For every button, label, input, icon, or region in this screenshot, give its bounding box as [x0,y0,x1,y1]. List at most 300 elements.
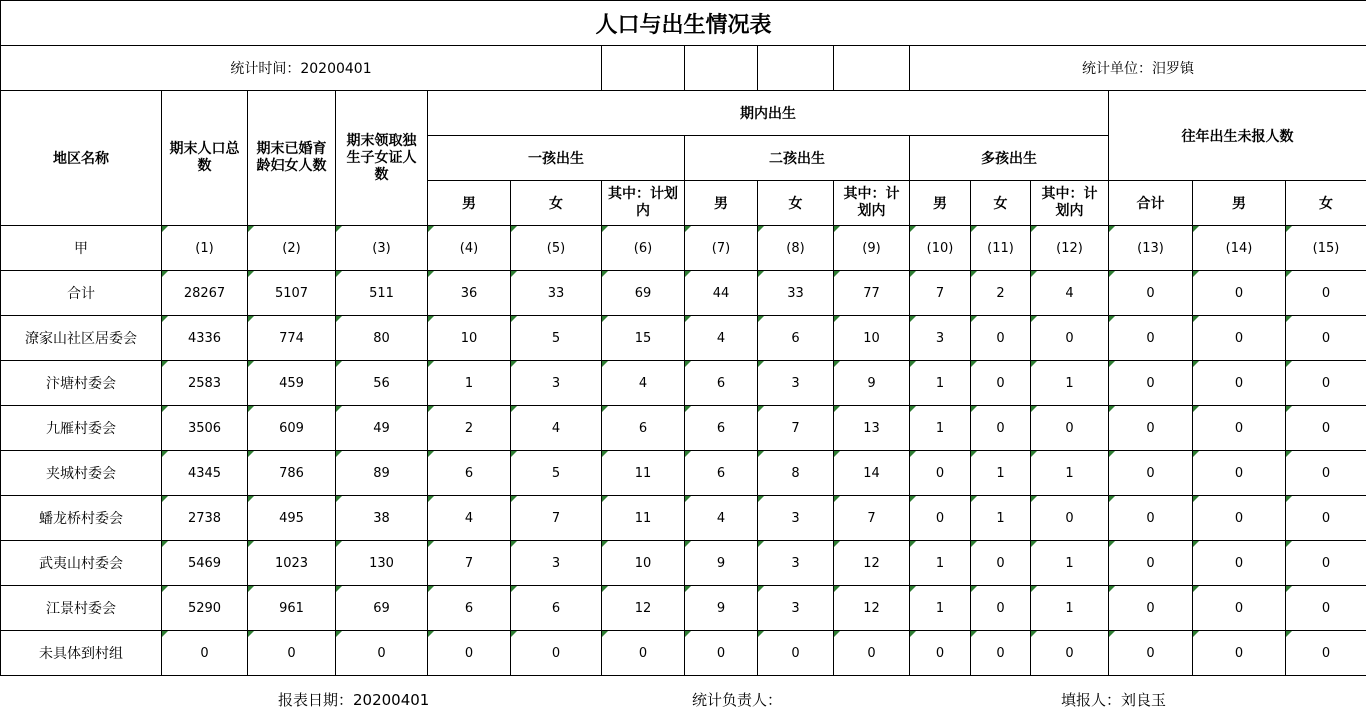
value-cell[interactable]: 0 [1109,451,1193,496]
value-cell[interactable]: 77 [834,271,910,316]
cell-comment-marker [971,361,977,367]
value-cell[interactable]: 3 [758,361,834,406]
value-cell[interactable]: 7 [834,496,910,541]
cell-comment-marker [834,541,840,547]
value-cell[interactable]: 0 [834,631,910,676]
cell-comment-marker [162,586,168,592]
value-cell[interactable]: 3 [910,316,971,361]
cell-comment-marker [602,271,608,277]
index-cell: (8) [758,226,834,271]
value-cell[interactable]: 69 [336,586,428,631]
value-cell[interactable]: 0 [758,631,834,676]
index-cell: (7) [685,226,758,271]
value-cell[interactable]: 961 [248,586,336,631]
value-cell[interactable]: 7 [910,271,971,316]
value-cell[interactable]: 15 [602,316,685,361]
value-cell[interactable]: 0 [1286,406,1366,451]
cell-comment-marker [834,226,840,232]
cell-comment-marker [971,271,977,277]
cell-comment-marker [1109,271,1115,277]
value-cell[interactable]: 1 [1031,586,1109,631]
region-name-cell[interactable]: 九雁村委会 [1,406,162,451]
index-cell: (6) [602,226,685,271]
value-cell[interactable]: 80 [336,316,428,361]
value-cell[interactable]: 609 [248,406,336,451]
value-cell[interactable]: 130 [336,541,428,586]
value-cell[interactable]: 5290 [162,586,248,631]
value-cell[interactable]: 1 [971,451,1031,496]
header-total: 合计 [1109,181,1193,226]
index-cell: (15) [1286,226,1366,271]
value-cell[interactable]: 0 [1286,316,1366,361]
index-row [1,226,1366,271]
cell-comment-marker [1031,586,1037,592]
cell-comment-marker [1286,496,1292,502]
value-cell[interactable]: 6 [428,451,511,496]
cell-comment-marker [602,361,608,367]
region-name-cell[interactable]: 汴塘村委会 [1,361,162,406]
cell-comment-marker [1109,586,1115,592]
header-period-births: 期内出生 [428,91,1109,136]
value-cell[interactable]: 9 [685,541,758,586]
cell-comment-marker [428,271,434,277]
value-cell[interactable]: 6 [758,316,834,361]
value-cell[interactable]: 13 [834,406,910,451]
cell-comment-marker [834,316,840,322]
region-name-cell[interactable]: 蟠龙桥村委会 [1,496,162,541]
value-cell[interactable]: 0 [1109,406,1193,451]
header-female: 女 [1286,181,1366,226]
blank-cell [834,46,910,91]
cell-comment-marker [336,586,342,592]
cell-comment-marker [248,226,254,232]
value-cell[interactable]: 0 [1193,406,1286,451]
value-cell[interactable]: 0 [248,631,336,676]
value-cell[interactable]: 6 [685,451,758,496]
value-cell[interactable]: 0 [1109,541,1193,586]
cell-comment-marker [1109,361,1115,367]
cell-comment-marker [336,541,342,547]
value-cell[interactable]: 0 [971,586,1031,631]
cell-comment-marker [336,496,342,502]
cell-comment-marker [758,226,764,232]
cell-comment-marker [758,271,764,277]
value-cell[interactable]: 7 [428,541,511,586]
cell-comment-marker [248,541,254,547]
cell-comment-marker [511,226,517,232]
cell-comment-marker [685,541,691,547]
value-cell[interactable]: 0 [1286,586,1366,631]
header-first-child: 一孩出生 [428,136,685,181]
cell-comment-marker [971,226,977,232]
header-male: 男 [685,181,758,226]
cell-comment-marker [1109,451,1115,457]
value-cell[interactable]: 10 [602,541,685,586]
cell-comment-marker [1109,316,1115,322]
value-cell[interactable]: 0 [1286,361,1366,406]
cell-comment-marker [1193,496,1199,502]
value-cell[interactable]: 6 [428,586,511,631]
value-cell[interactable]: 4 [602,361,685,406]
cell-comment-marker [428,316,434,322]
blank-cell [685,46,758,91]
region-name-cell[interactable]: 未具体到村组 [1,631,162,676]
value-cell[interactable]: 6 [511,586,602,631]
cell-comment-marker [602,631,608,637]
cell-comment-marker [685,586,691,592]
value-cell[interactable]: 1 [1031,451,1109,496]
value-cell[interactable]: 1 [910,406,971,451]
cell-comment-marker [1193,541,1199,547]
index-cell: (11) [971,226,1031,271]
value-cell[interactable]: 33 [758,271,834,316]
value-cell[interactable]: 0 [1193,316,1286,361]
table-row [1,631,1366,676]
footer-responsible: 统计负责人： [692,691,783,709]
cell-comment-marker [1031,226,1037,232]
cell-comment-marker [336,451,342,457]
value-cell[interactable]: 774 [248,316,336,361]
cell-comment-marker [971,496,977,502]
cell-comment-marker [834,586,840,592]
value-cell[interactable]: 36 [428,271,511,316]
cell-comment-marker [1286,451,1292,457]
cell-comment-marker [511,316,517,322]
value-cell[interactable]: 786 [248,451,336,496]
region-name-cell[interactable]: 夹城村委会 [1,451,162,496]
cell-comment-marker [685,226,691,232]
footer-report-date: 报表日期：20200401 [278,691,430,709]
value-cell[interactable]: 0 [1193,586,1286,631]
value-cell[interactable]: 10 [834,316,910,361]
value-cell[interactable]: 0 [1109,496,1193,541]
header-planned: 其中：计划内 [602,181,685,226]
value-cell[interactable]: 0 [1286,496,1366,541]
value-cell[interactable]: 0 [1109,271,1193,316]
cell-comment-marker [1193,451,1199,457]
value-cell[interactable]: 4 [428,496,511,541]
value-cell[interactable]: 0 [1031,496,1109,541]
value-cell[interactable]: 0 [1193,271,1286,316]
value-cell[interactable]: 38 [336,496,428,541]
cell-comment-marker [1286,631,1292,637]
cell-comment-marker [511,541,517,547]
cell-comment-marker [248,361,254,367]
value-cell[interactable]: 4 [685,496,758,541]
value-cell[interactable]: 3 [758,541,834,586]
cell-comment-marker [1193,226,1199,232]
value-cell[interactable]: 1 [910,361,971,406]
value-cell[interactable]: 3 [758,586,834,631]
table-row [1,406,1366,451]
cell-comment-marker [428,226,434,232]
cell-comment-marker [685,406,691,412]
blank-cell [758,46,834,91]
index-cell: 甲 [1,226,162,271]
cell-comment-marker [910,271,916,277]
value-cell[interactable]: 4 [685,316,758,361]
cell-comment-marker [1193,631,1199,637]
cell-comment-marker [1286,271,1292,277]
value-cell[interactable]: 0 [1286,271,1366,316]
value-cell[interactable]: 5469 [162,541,248,586]
header-male: 男 [1193,181,1286,226]
cell-comment-marker [511,361,517,367]
value-cell[interactable]: 3 [511,361,602,406]
value-cell[interactable]: 1 [910,541,971,586]
value-cell[interactable]: 4336 [162,316,248,361]
value-cell[interactable]: 1 [1031,361,1109,406]
value-cell[interactable]: 2583 [162,361,248,406]
table-title: 人口与出生情况表 [1,1,1366,46]
value-cell[interactable]: 0 [1286,541,1366,586]
cell-comment-marker [1286,586,1292,592]
cell-comment-marker [248,316,254,322]
value-cell[interactable]: 3506 [162,406,248,451]
cell-comment-marker [910,451,916,457]
cell-comment-marker [1109,406,1115,412]
index-cell: (3) [336,226,428,271]
header-planned: 其中：计划内 [834,181,910,226]
value-cell[interactable]: 4 [1031,271,1109,316]
cell-comment-marker [758,316,764,322]
cell-comment-marker [685,631,691,637]
cell-comment-marker [248,451,254,457]
value-cell[interactable]: 2 [971,271,1031,316]
cell-comment-marker [162,361,168,367]
cell-comment-marker [602,541,608,547]
cell-comment-marker [1031,541,1037,547]
cell-comment-marker [162,631,168,637]
cell-comment-marker [602,451,608,457]
value-cell[interactable]: 459 [248,361,336,406]
value-cell[interactable]: 0 [1193,361,1286,406]
table-row [1,586,1366,631]
cell-comment-marker [834,496,840,502]
table-row [1,496,1366,541]
cell-comment-marker [834,361,840,367]
value-cell[interactable]: 0 [1193,451,1286,496]
value-cell[interactable]: 0 [1193,541,1286,586]
value-cell[interactable]: 0 [971,316,1031,361]
value-cell[interactable]: 89 [336,451,428,496]
value-cell[interactable]: 0 [1109,316,1193,361]
value-cell[interactable]: 0 [1286,451,1366,496]
value-cell[interactable]: 0 [511,631,602,676]
value-cell[interactable]: 0 [971,631,1031,676]
header-population-total: 期末人口总数 [162,91,248,226]
cell-comment-marker [428,586,434,592]
value-cell[interactable]: 0 [428,631,511,676]
value-cell[interactable]: 0 [971,361,1031,406]
index-cell: (10) [910,226,971,271]
table-row [1,316,1366,361]
cell-comment-marker [685,361,691,367]
value-cell[interactable]: 33 [511,271,602,316]
value-cell[interactable]: 3 [511,541,602,586]
value-cell[interactable]: 12 [602,586,685,631]
value-cell[interactable]: 5 [511,451,602,496]
value-cell[interactable]: 0 [910,631,971,676]
cell-comment-marker [336,316,342,322]
value-cell[interactable]: 6 [685,361,758,406]
cell-comment-marker [336,631,342,637]
value-cell[interactable]: 495 [248,496,336,541]
value-cell[interactable]: 0 [1109,586,1193,631]
cell-comment-marker [336,361,342,367]
cell-comment-marker [834,271,840,277]
value-cell[interactable]: 0 [910,496,971,541]
value-cell[interactable]: 7 [758,406,834,451]
cell-comment-marker [834,631,840,637]
value-cell[interactable]: 5107 [248,271,336,316]
value-cell[interactable]: 0 [1193,496,1286,541]
value-cell[interactable]: 11 [602,496,685,541]
header-male: 男 [910,181,971,226]
value-cell[interactable]: 2738 [162,496,248,541]
value-cell[interactable]: 14 [834,451,910,496]
footer-filler: 填报人：刘良玉 [1061,691,1167,709]
value-cell[interactable]: 56 [336,361,428,406]
value-cell[interactable]: 0 [602,631,685,676]
header-unreported: 往年出生未报人数 [1109,91,1366,181]
cell-comment-marker [910,586,916,592]
region-name-cell[interactable]: 武夷山村委会 [1,541,162,586]
blank-cell [602,46,685,91]
value-cell[interactable]: 28267 [162,271,248,316]
cell-comment-marker [971,631,977,637]
value-cell[interactable]: 12 [834,586,910,631]
value-cell[interactable]: 0 [162,631,248,676]
value-cell[interactable]: 9 [685,586,758,631]
value-cell[interactable]: 0 [971,406,1031,451]
value-cell[interactable]: 69 [602,271,685,316]
cell-comment-marker [758,586,764,592]
index-cell: (1) [162,226,248,271]
header-second-child: 二孩出生 [685,136,910,181]
value-cell[interactable]: 6 [685,406,758,451]
value-cell[interactable]: 0 [1031,631,1109,676]
cell-comment-marker [162,496,168,502]
cell-comment-marker [1286,361,1292,367]
cell-comment-marker [1286,226,1292,232]
value-cell[interactable]: 3 [758,496,834,541]
value-cell[interactable]: 1 [428,361,511,406]
value-cell[interactable]: 9 [834,361,910,406]
cell-comment-marker [1193,406,1199,412]
value-cell[interactable]: 1 [971,496,1031,541]
cell-comment-marker [1109,631,1115,637]
header-region: 地区名称 [1,91,162,226]
cell-comment-marker [758,361,764,367]
cell-comment-marker [910,631,916,637]
cell-comment-marker [685,451,691,457]
cell-comment-marker [1193,271,1199,277]
value-cell[interactable]: 12 [834,541,910,586]
cell-comment-marker [162,271,168,277]
value-cell[interactable]: 0 [1109,361,1193,406]
region-name-cell[interactable]: 江景村委会 [1,586,162,631]
value-cell[interactable]: 10 [428,316,511,361]
value-cell[interactable]: 1023 [248,541,336,586]
cell-comment-marker [428,361,434,367]
cell-comment-marker [602,226,608,232]
cell-comment-marker [511,586,517,592]
value-cell[interactable]: 0 [1109,631,1193,676]
cell-comment-marker [1286,541,1292,547]
cell-comment-marker [685,271,691,277]
value-cell[interactable]: 511 [336,271,428,316]
cell-comment-marker [511,451,517,457]
value-cell[interactable]: 1 [910,586,971,631]
region-name-cell[interactable]: 合计 [1,271,162,316]
table-row [1,271,1366,316]
value-cell[interactable]: 0 [1031,316,1109,361]
cell-comment-marker [1031,271,1037,277]
cell-comment-marker [1031,361,1037,367]
value-cell[interactable]: 0 [1031,406,1109,451]
cell-comment-marker [511,631,517,637]
cell-comment-marker [834,451,840,457]
cell-comment-marker [602,406,608,412]
cell-comment-marker [685,496,691,502]
cell-comment-marker [511,496,517,502]
cell-comment-marker [971,406,977,412]
index-cell: (12) [1031,226,1109,271]
cell-comment-marker [910,496,916,502]
value-cell[interactable]: 7 [511,496,602,541]
cell-comment-marker [162,541,168,547]
region-name-cell[interactable]: 潦家山社区居委会 [1,316,162,361]
cell-comment-marker [1193,316,1199,322]
cell-comment-marker [1031,316,1037,322]
cell-comment-marker [910,406,916,412]
index-cell: (5) [511,226,602,271]
cell-comment-marker [602,316,608,322]
value-cell[interactable]: 4345 [162,451,248,496]
value-cell[interactable]: 0 [1286,631,1366,676]
cell-comment-marker [910,316,916,322]
value-cell[interactable]: 4 [511,406,602,451]
index-cell: (9) [834,226,910,271]
cell-comment-marker [910,541,916,547]
cell-comment-marker [1031,496,1037,502]
value-cell[interactable]: 49 [336,406,428,451]
value-cell[interactable]: 8 [758,451,834,496]
value-cell[interactable]: 11 [602,451,685,496]
cell-comment-marker [685,316,691,322]
value-cell[interactable]: 6 [602,406,685,451]
header-one-child-certificates: 期末领取独生子女证人数 [336,91,428,226]
cell-comment-marker [336,226,342,232]
value-cell[interactable]: 0 [685,631,758,676]
value-cell[interactable]: 2 [428,406,511,451]
value-cell[interactable]: 0 [336,631,428,676]
value-cell[interactable]: 5 [511,316,602,361]
cell-comment-marker [758,496,764,502]
index-cell: (4) [428,226,511,271]
value-cell[interactable]: 1 [1031,541,1109,586]
value-cell[interactable]: 44 [685,271,758,316]
value-cell[interactable]: 0 [910,451,971,496]
cell-comment-marker [1286,406,1292,412]
cell-comment-marker [1109,226,1115,232]
table-row [1,451,1366,496]
cell-comment-marker [336,406,342,412]
value-cell[interactable]: 0 [1193,631,1286,676]
cell-comment-marker [1031,631,1037,637]
value-cell[interactable]: 0 [971,541,1031,586]
